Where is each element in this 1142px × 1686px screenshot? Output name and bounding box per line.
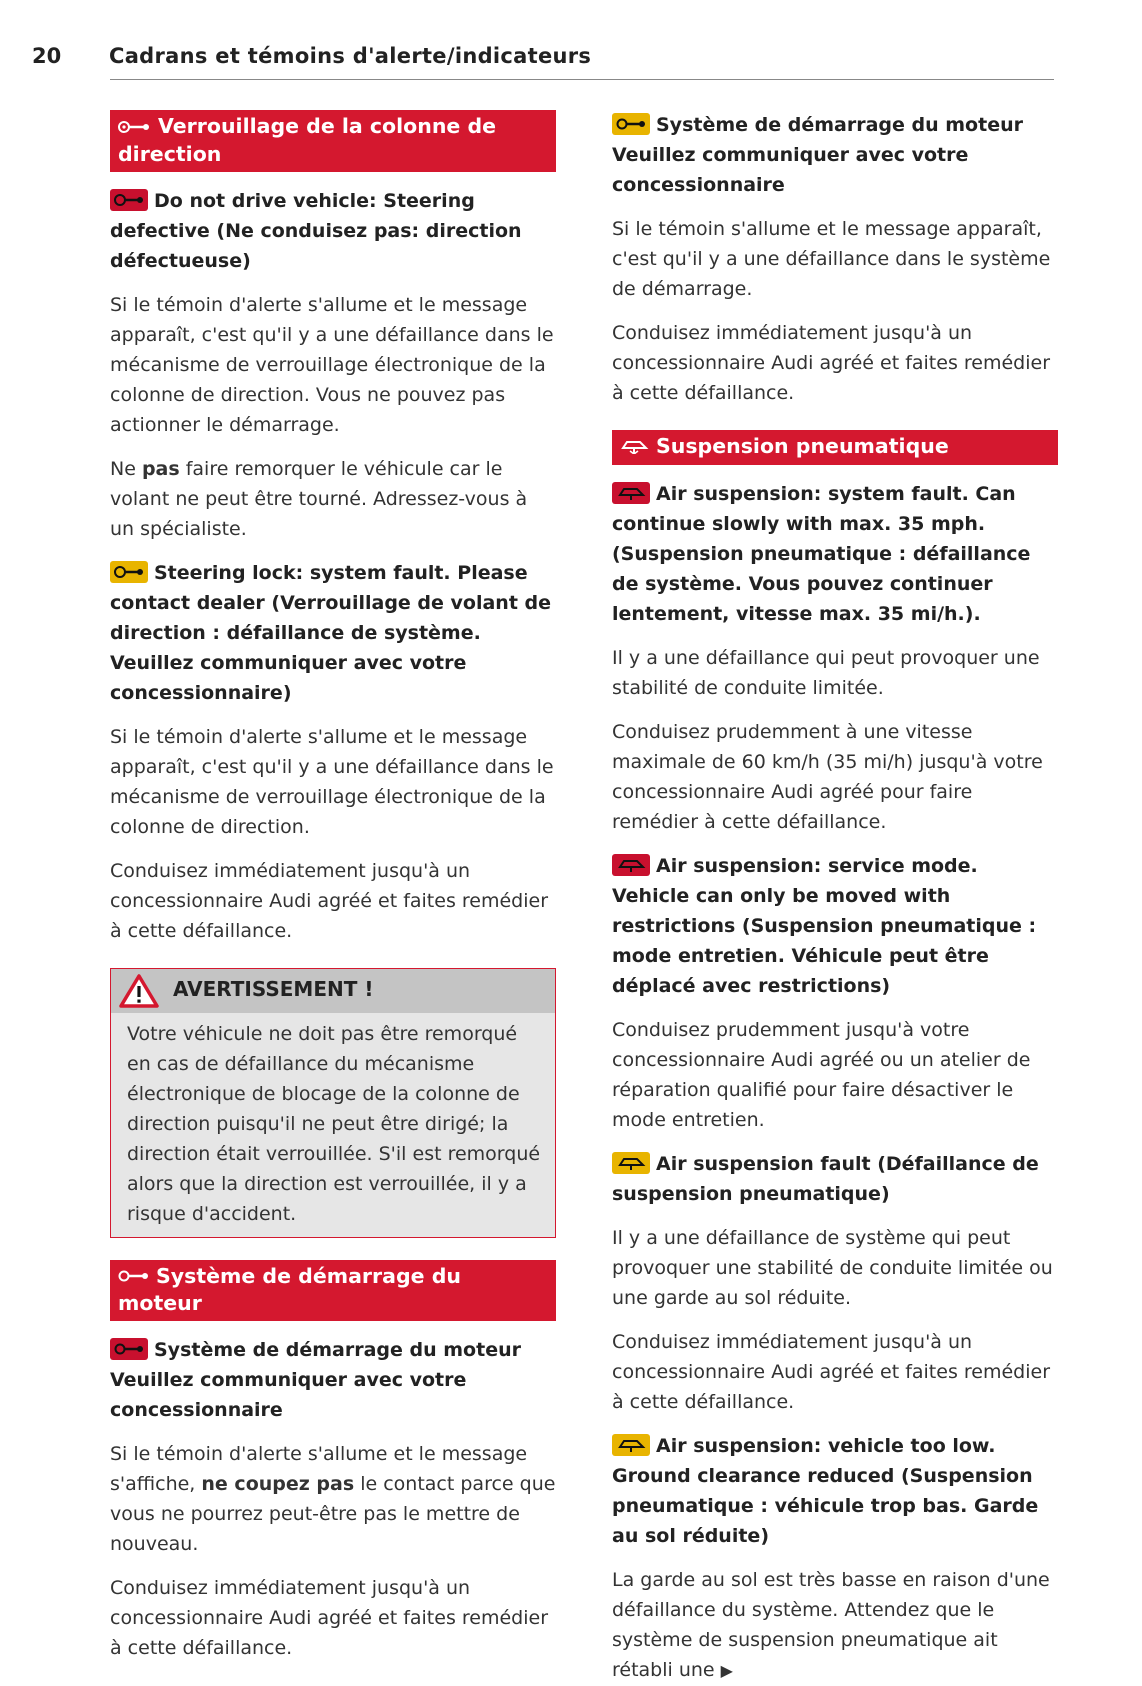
message-title: Do not drive vehicle: Steering defective (Ne conduisez pas: direction défectueuse) <box>110 189 522 272</box>
warning-lamp-yellow-icon <box>612 113 650 135</box>
paragraph: Conduisez immédiatement jusqu'à un concessionnaire Audi agréé et faites remédier à cette défaillance. <box>110 1577 549 1659</box>
paragraph: Ne pas faire remorquer le véhicule car le volant ne peut être tourné. Adressez-vous à un spécialiste. <box>110 457 528 540</box>
warning-lamp-red-icon <box>110 189 148 211</box>
air-suspension-yellow-icon <box>612 1152 650 1174</box>
warning-header <box>111 969 555 1013</box>
paragraph: Conduisez prudemment à une vitesse maximale de 60 km/h (35 mi/h) jusqu'à votre concessionnaire Audi agréé pour faire remédier à cette défaillance. <box>612 720 1043 833</box>
steering-lock-icon <box>118 114 152 141</box>
air-suspension-red-icon <box>612 854 650 876</box>
message-title: Système de démarrage du moteur Veuillez communiquer avec votre concessionnaire <box>110 1339 521 1421</box>
paragraph: Conduisez immédiatement jusqu'à un concessionnaire Audi agréé et faites remédier à cette défaillance. <box>612 1330 1051 1413</box>
warning-box <box>110 968 556 1238</box>
message-title: Air suspension fault (Défaillance de suspension pneumatique) <box>612 1152 1039 1205</box>
paragraph: Si le témoin d'alerte s'allume et le message s'affiche, ne coupez pas le contact parce que vous ne pourrez peut-être pas le mettre de nouveau. <box>110 1443 556 1555</box>
air-suspension-red-icon <box>612 482 650 504</box>
paragraph: Conduisez immédiatement jusqu'à un concessionnaire Audi agréé et faites remédier à cette défaillance. <box>612 322 1051 404</box>
paragraph: Si le témoin d'alerte s'allume et le message apparaît, c'est qu'il y a une défaillance dans le mécanisme de verrouillage électronique de la colonne de direction. <box>110 725 554 838</box>
message-title: Air suspension: system fault. Can continue slowly with max. 35 mph. (Suspension pneumatique : défaillance de système. Vous pouvez continuer lentement, vitesse max. 35 mi/h.). <box>612 482 1031 625</box>
message-title: Système de démarrage du moteur Veuillez communiquer avec votre concessionnaire <box>612 114 1023 196</box>
message-title: Air suspension: service mode. Vehicle can only be moved with restrictions (Suspension pneumatique : mode entretien. Véhicule peut être déplacé avec restrictions) <box>612 854 1037 997</box>
section-air-suspension-title: Suspension pneumatique <box>656 434 949 458</box>
section-steering-lock-header <box>110 110 556 172</box>
warning-title: AVERTISSEMENT ! <box>173 976 374 1001</box>
page-number: 20 <box>32 44 62 68</box>
paragraph: La garde au sol est très basse en raison d'une défaillance du système. Attendez que le système de suspension pneumatique ait rétabli une ▶ <box>612 1565 1058 1686</box>
engine-start-key-icon <box>118 1263 150 1290</box>
section-air-suspension-header <box>612 430 1058 465</box>
message-title: Air suspension: vehicle too low. Ground clearance reduced (Suspension pneumatique : véhicule trop bas. Garde au sol réduite) <box>612 1434 1039 1547</box>
paragraph: Il y a une défaillance de système qui peut provoquer une stabilité de conduite limitée ou une garde au sol réduite. <box>612 1226 1053 1309</box>
header-rule <box>110 79 1054 80</box>
left-column <box>110 110 556 1663</box>
chapter-title: Cadrans et témoins d'alerte/indicateurs <box>109 44 592 68</box>
continue-arrow-icon: ▶ <box>720 1660 733 1680</box>
message-title: Steering lock: system fault. Please contact dealer (Verrouillage de volant de direction : défaillance de système. Veuillez communiquer avec votre concessionnaire) <box>110 561 551 704</box>
paragraph: Il y a une défaillance qui peut provoquer une stabilité de conduite limitée. <box>612 646 1040 699</box>
paragraph: Conduisez immédiatement jusqu'à un concessionnaire Audi agréé et faites remédier à cette défaillance. <box>110 859 549 942</box>
air-suspension-yellow-icon <box>612 1434 650 1456</box>
warning-triangle-icon <box>119 974 159 1012</box>
paragraph: Conduisez prudemment jusqu'à votre concessionnaire Audi agréé ou un atelier de réparation qualifié pour faire désactiver le mode entretien. <box>612 1018 1031 1131</box>
section-steering-lock-title: Verrouillage de la colonne de direction <box>118 114 497 166</box>
warning-lamp-yellow-icon <box>110 561 148 583</box>
air-suspension-icon <box>620 434 650 461</box>
section-engine-start-header <box>110 1260 556 1322</box>
paragraph: Si le témoin d'alerte s'allume et le message apparaît, c'est qu'il y a une défaillance dans le mécanisme de verrouillage électronique de la colonne de direction. Vous ne pouvez pas actionner le démarrage. <box>110 293 554 436</box>
section-engine-start-title: Système de démarrage du moteur <box>118 1263 461 1315</box>
warning-text: Votre véhicule ne doit pas être remorqué en cas de défaillance du mécanisme électronique de blocage de la colonne de direction puisqu'il ne peut être dirigé; la direction était verrouillée. S'il est remorqué alors que la direction est verrouillée, il y a risque d'accident. <box>127 1022 541 1225</box>
page-header <box>32 44 1052 84</box>
paragraph: Si le témoin s'allume et le message apparaît, c'est qu'il y a une défaillance dans le système de démarrage. <box>612 218 1051 300</box>
warning-lamp-red-icon <box>110 1338 148 1360</box>
right-column <box>612 110 1058 1686</box>
